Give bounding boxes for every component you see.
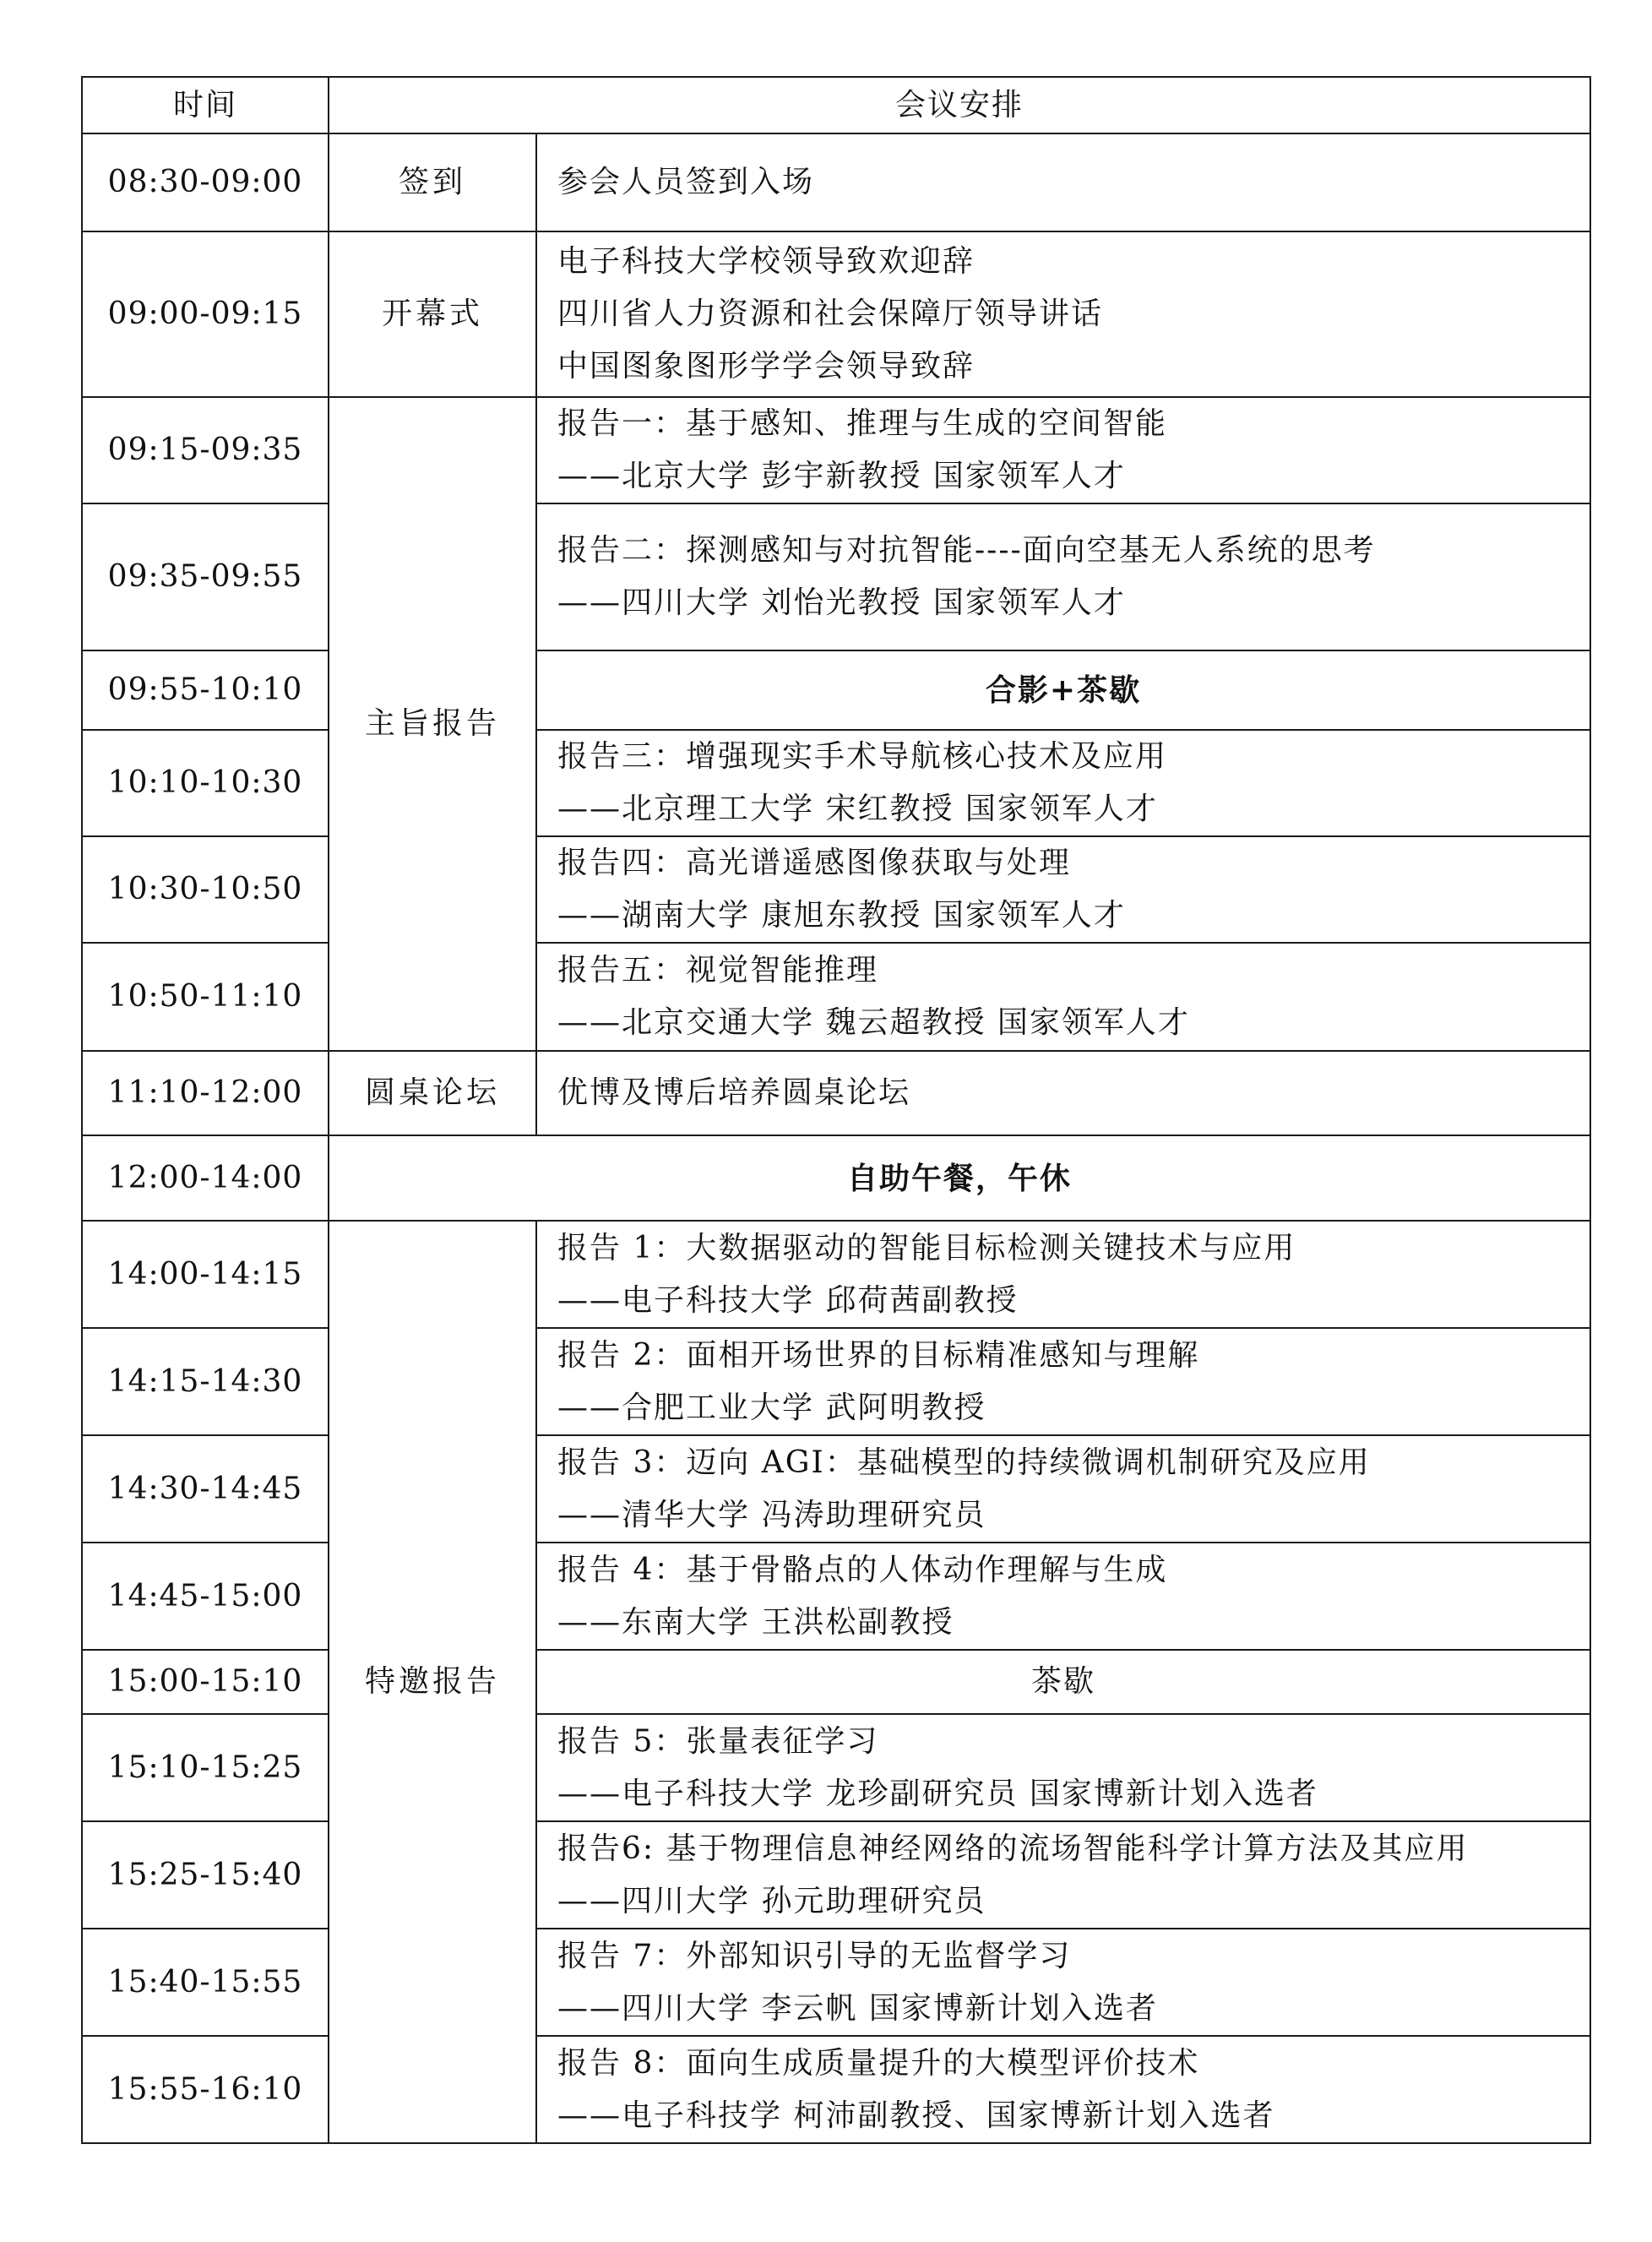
table-row	[82, 1714, 1590, 1821]
talk-speaker: ——湖南大学 康旭东教授 国家领军人才	[557, 898, 1126, 933]
table-row	[82, 2036, 1590, 2143]
talk-cell	[536, 1929, 1590, 2036]
table-row	[82, 1328, 1590, 1435]
time-cell: 11:10-12:00	[82, 1051, 329, 1135]
talk-title: 报告四：高光谱遥感图像获取与处理	[557, 846, 1072, 880]
talk-cell	[536, 397, 1590, 503]
lunch-cell: 自助午餐，午休	[329, 1135, 1590, 1221]
time-cell: 14:45-15:00	[82, 1543, 329, 1650]
table-row	[82, 1543, 1590, 1650]
detail-cell	[536, 231, 1590, 397]
table-row	[82, 943, 1590, 1051]
detail-line: 四川省人力资源和社会保障厅领导讲话	[557, 297, 1104, 331]
talk-cell	[536, 1328, 1590, 1435]
time-cell: 15:40-15:55	[82, 1929, 329, 2036]
category-cell: 签到	[329, 133, 536, 231]
talk-speaker: ——四川大学 孙元助理研究员	[557, 1883, 986, 1918]
talk-cell	[536, 2036, 1590, 2143]
table-row	[82, 836, 1590, 943]
table-row	[82, 503, 1590, 650]
table-row	[82, 1135, 1590, 1221]
talk-speaker: ——四川大学 李云帆 国家博新计划入选者	[557, 1990, 1158, 2026]
talk-title: 报告 8：面向生成质量提升的大模型评价技术	[557, 2045, 1200, 2081]
talk-title: 报告三：增强现实手术导航核心技术及应用	[557, 739, 1168, 774]
table-row	[82, 1051, 1590, 1135]
time-cell: 10:50-11:10	[82, 943, 329, 1051]
table-row	[82, 1929, 1590, 2036]
talk-title: 报告二：探测感知与对抗智能----面向空基无人系统的思考	[557, 533, 1376, 568]
time-cell: 08:30-09:00	[82, 133, 329, 231]
talk-cell	[536, 943, 1590, 1051]
talk-title: 报告 5：张量表征学习	[557, 1723, 879, 1759]
time-cell: 10:10-10:30	[82, 730, 329, 836]
table-row	[82, 650, 1590, 730]
talk-title: 报告一：基于感知、推理与生成的空间智能	[557, 406, 1168, 441]
talk-speaker: ——东南大学 王洪松副教授	[557, 1604, 954, 1640]
category-cell-invited: 特邀报告	[329, 1221, 536, 2143]
category-cell: 开幕式	[329, 231, 536, 397]
time-cell: 15:25-15:40	[82, 1821, 329, 1929]
table-row	[82, 397, 1590, 503]
detail-line: 中国图象图形学学会领导致辞	[557, 349, 975, 384]
table-row	[82, 1221, 1590, 1328]
talk-speaker: ——电子科技大学 龙珍副研究员 国家博新计划入选者	[557, 1776, 1318, 1811]
talk-cell	[536, 1543, 1590, 1650]
talk-speaker: ——电子科技学 柯沛副教授、国家博新计划入选者	[557, 2098, 1275, 2133]
talk-title: 报告 2：面相开场世界的目标精准感知与理解	[557, 1337, 1200, 1373]
talk-speaker: ——电子科技大学 邱荷茜副教授	[557, 1282, 1019, 1318]
talk-title: 报告 3：迈向 AGI：基础模型的持续微调机制研究及应用	[557, 1445, 1371, 1480]
table-row	[82, 1650, 1590, 1714]
table-row	[82, 730, 1590, 836]
detail-line: 电子科技大学校领导致欢迎辞	[557, 244, 975, 279]
table-row	[82, 133, 1590, 231]
talk-cell	[536, 1821, 1590, 1929]
time-cell: 09:00-09:15	[82, 231, 329, 397]
talk-cell	[536, 1435, 1590, 1543]
category-cell: 圆桌论坛	[329, 1051, 536, 1135]
talk-cell	[536, 836, 1590, 943]
time-cell: 09:15-09:35	[82, 397, 329, 503]
talk-speaker: ——四川大学 刘怡光教授 国家领军人才	[557, 585, 1126, 620]
talk-title: 报告6: 基于物理信息神经网络的流场智能科学计算方法及其应用	[557, 1831, 1469, 1866]
time-cell: 14:30-14:45	[82, 1435, 329, 1543]
talk-speaker: ——北京理工大学 宋红教授 国家领军人才	[557, 792, 1158, 826]
header-row	[82, 77, 1590, 133]
header-time: 时间	[82, 77, 329, 133]
break-cell: 茶歇	[536, 1650, 1590, 1714]
time-cell: 09:35-09:55	[82, 503, 329, 650]
table-row	[82, 1435, 1590, 1543]
header-agenda: 会议安排	[329, 77, 1590, 133]
talk-speaker: ——北京交通大学 魏云超教授 国家领军人才	[557, 1005, 1190, 1040]
agenda-table	[81, 76, 1591, 2144]
talk-cell	[536, 730, 1590, 836]
talk-speaker: ——北京大学 彭宇新教授 国家领军人才	[557, 459, 1126, 493]
time-cell: 14:15-14:30	[82, 1328, 329, 1435]
time-cell: 15:00-15:10	[82, 1650, 329, 1714]
talk-speaker: ——合肥工业大学 武阿明教授	[557, 1390, 986, 1425]
category-cell-keynote: 主旨报告	[329, 397, 536, 1051]
time-cell: 09:55-10:10	[82, 650, 329, 730]
time-cell: 12:00-14:00	[82, 1135, 329, 1221]
talk-title: 报告 7：外部知识引导的无监督学习	[557, 1938, 1072, 1973]
detail-cell: 优博及博后培养圆桌论坛	[536, 1051, 1590, 1135]
time-cell: 15:10-15:25	[82, 1714, 329, 1821]
time-cell: 14:00-14:15	[82, 1221, 329, 1328]
time-cell: 15:55-16:10	[82, 2036, 329, 2143]
break-cell: 合影+茶歇	[536, 650, 1590, 730]
talk-speaker: ——清华大学 冯涛助理研究员	[557, 1497, 986, 1532]
talk-title: 报告 4：基于骨骼点的人体动作理解与生成	[557, 1552, 1168, 1587]
time-cell: 10:30-10:50	[82, 836, 329, 943]
talk-title: 报告五：视觉智能推理	[557, 953, 879, 988]
talk-cell	[536, 503, 1590, 650]
table-row	[82, 1821, 1590, 1929]
talk-cell	[536, 1221, 1590, 1328]
detail-cell: 参会人员签到入场	[536, 133, 1590, 231]
talk-cell	[536, 1714, 1590, 1821]
talk-title: 报告 1：大数据驱动的智能目标检测关键技术与应用	[557, 1230, 1296, 1265]
table-row	[82, 231, 1590, 397]
